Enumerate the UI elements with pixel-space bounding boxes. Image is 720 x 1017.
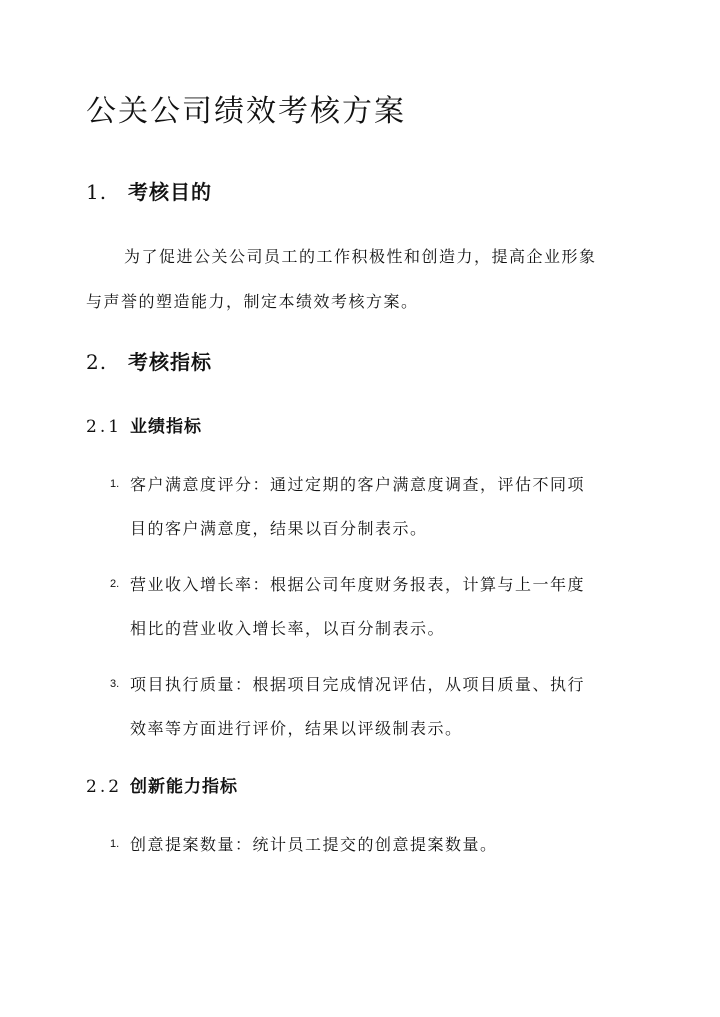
paragraph-line: 与声誉的塑造能力，制定本绩效考核方案。 <box>86 292 419 311</box>
section-heading-1 <box>86 176 212 205</box>
list-item-line: 效率等方面进行评价，结果以评级制表示。 <box>130 719 463 738</box>
subsection-title: 业绩指标 <box>130 417 202 437</box>
section-title: 考核指标 <box>128 350 212 374</box>
list-item-line: 相比的营业收入增长率，以百分制表示。 <box>130 619 446 638</box>
subsection-title: 创新能力指标 <box>130 777 238 797</box>
subsection-number: 2.1 <box>86 417 123 437</box>
section-number: 1. <box>86 180 108 204</box>
list-item-line: 客户满意度评分：通过定期的客户满意度调查，评估不同项 <box>130 475 586 494</box>
subsection-heading-2-2 <box>86 772 238 797</box>
section-number: 2. <box>86 350 108 374</box>
document-title: 公关公司绩效考核方案 <box>86 94 406 129</box>
list-item-line: 项目执行质量：根据项目完成情况评估，从项目质量、执行 <box>130 675 586 694</box>
list-item-marker: 1. <box>110 838 120 850</box>
list-item-line: 创意提案数量：统计员工提交的创意提案数量。 <box>130 835 498 854</box>
subsection-heading-2-1 <box>86 412 202 437</box>
list-item-marker: 1. <box>110 478 120 490</box>
list-item-marker: 2. <box>110 578 120 590</box>
paragraph-line: 为了促进公关公司员工的工作积极性和创造力，提高企业形象 <box>124 247 597 266</box>
section-heading-2 <box>86 346 212 375</box>
section-title: 考核目的 <box>128 180 212 204</box>
list-item-marker: 3. <box>110 678 120 690</box>
list-item-line: 目的客户满意度，结果以百分制表示。 <box>130 519 428 538</box>
list-item-line: 营业收入增长率：根据公司年度财务报表，计算与上一年度 <box>130 575 586 594</box>
subsection-number: 2.2 <box>86 777 123 797</box>
